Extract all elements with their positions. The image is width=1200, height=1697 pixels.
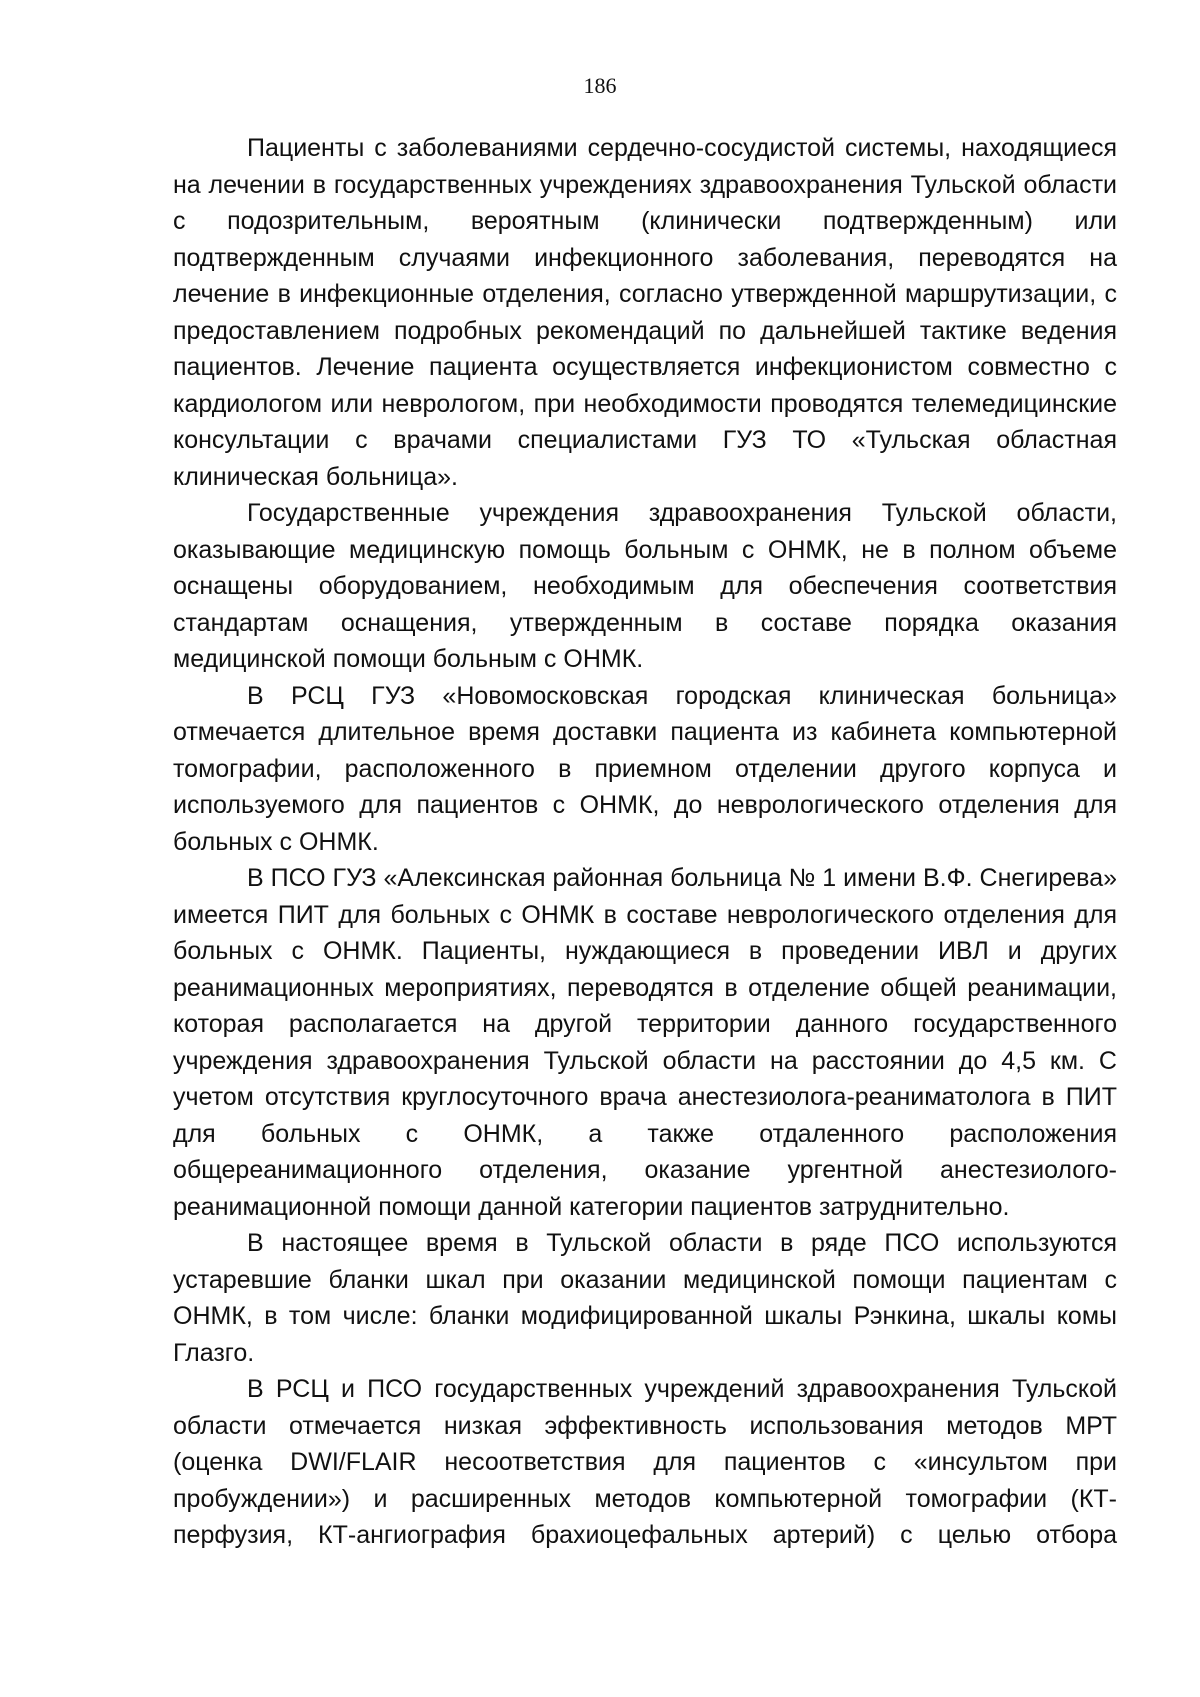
paragraph-aleksin-pso: В ПСО ГУЗ «Алексинская районная больница № 1 имени В.Ф. Снегирева» имеется ПИТ для больных с ОНМК в составе неврологического отделения для больных с ОНМК. Пациенты, нуждающиеся в проведении ИВЛ и других реанимационных мероприятиях, переводятся в отделение общей реанимации, которая располагается на другой территории данного государственного учреждения здравоохранения Тульской области на расстоянии до 4,5 км. С учетом отсутствия круглосуточного врача анестезиолога-реаниматолога в ПИТ для больных с ОНМК, а также отдаленного расположения общереанимационного отделения, оказание ургентной анестезиолого-реанимационной помощи данной категории пациентов затруднительно.: [173, 864, 1117, 1221]
paragraph-novomoskovsk-rsc: В РСЦ ГУЗ «Новомосковская городская клиническая больница» отмечается длительное время доставки пациента из кабинета компьютерной томографии, расположенного в приемном отделении другого корпуса и используемого для пациентов с ОНМК, до неврологического отделения для больных с ОНМК.: [173, 681, 1117, 856]
paragraph-mri-efficiency: В РСЦ и ПСО государственных учреждений здравоохранения Тульской области отмечается низкая эффективность использования методов МРТ (оценка DWI/FLAIR несоответствия для пациентов с «инсультом при пробуждении») и расширенных методов компьютерной томографии (КТ-перфузия, КТ-ангиография брахиоцефальных артерий) с целью отбора: [173, 1375, 1117, 1549]
paragraph-outdated-scales: В настоящее время в Тульской области в ряде ПСО используются устаревшие бланки шкал при оказании медицинской помощи пациентам с ОНМК, в том числе: бланки модифицированной шкалы Рэнкина, шкалы комы Глазго.: [173, 1229, 1117, 1367]
document-body: [173, 130, 1117, 1554]
paragraph-equipment-shortage: Государственные учреждения здравоохранения Тульской области, оказывающие медицинскую помощь больным с ОНМК, не в полном объеме оснащены оборудованием, необходимым для обеспечения соответствия стандартам оснащения, утвержденным в составе порядка оказания медицинской помощи больным с ОНМК.: [173, 499, 1117, 673]
page-number: 186: [583, 73, 617, 98]
paragraph-cardiovascular-patients: Пациенты с заболеваниями сердечно-сосудистой системы, находящиеся на лечении в государственных учреждениях здравоохранения Тульской области с подозрительным, вероятным (клинически подтвержденным) или подтвержденным случаями инфекционного заболевания, переводятся на лечение в инфекционные отделения, согласно утвержденной маршрутизации, с предоставлением подробных рекомендаций по дальнейшей тактике ведения пациентов. Лечение пациента осуществляется инфекционистом совместно с кардиологом или неврологом, при необходимости проводятся телемедицинские консультации с врачами специалистами ГУЗ ТО «Тульская областная клиническая больница».: [173, 134, 1117, 491]
